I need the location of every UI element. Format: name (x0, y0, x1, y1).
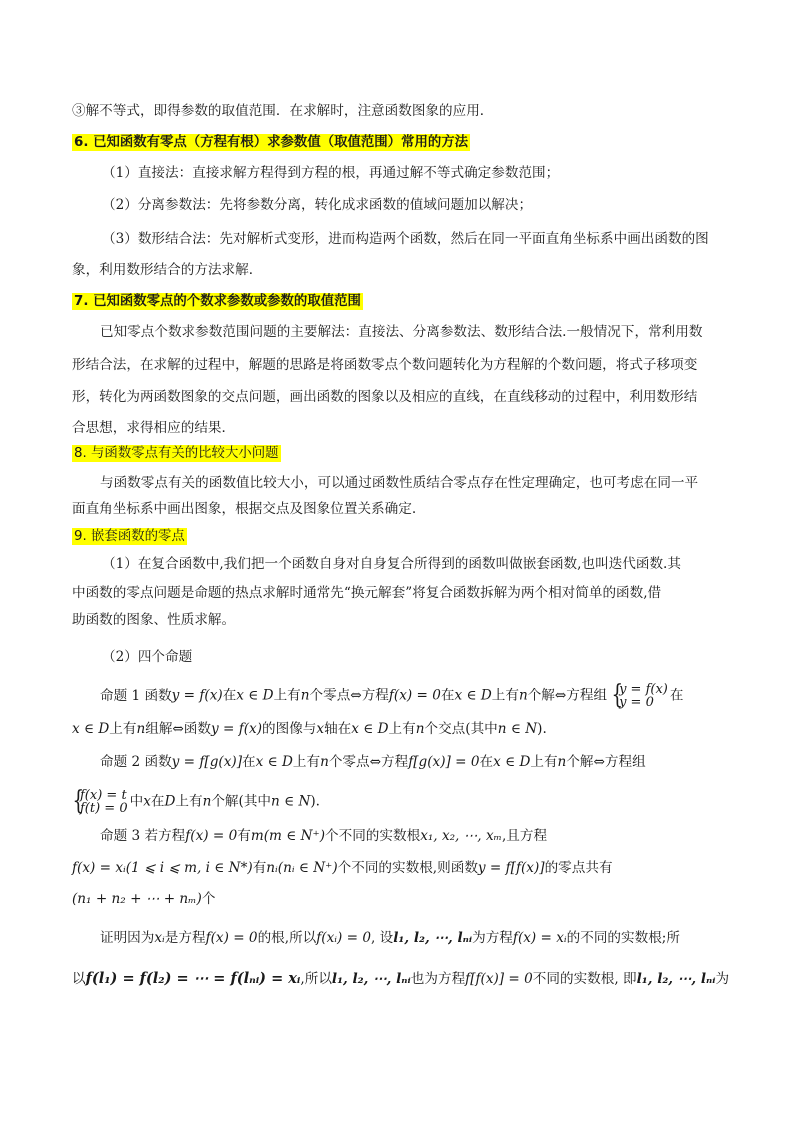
text-line: （1）在复合函数中,我们把一个函数自身对自身复合所得到的函数叫做嵌套函数,也叫迭代函数.其 (102, 556, 681, 572)
text-line: 面直角坐标系中画出图象，根据交点及图象位置关系确定. (72, 501, 417, 517)
section-heading-6: 6. 已知函数有零点（方程有根）求参数值（取值范围）常用的方法 (74, 135, 469, 150)
equation-system: { f(x) = t f(t) = 0 (70, 789, 128, 815)
section-heading-8: 8. 与函数零点有关的比较大小问题 (74, 446, 279, 461)
proposition-2-line-2: { f(x) = t f(t) = 0 中x在D上有n个解(其中n ∈ N). (72, 789, 722, 815)
section-heading-9: 9. 嵌套函数的零点 (74, 529, 185, 544)
proof-line-2: 以f(l₁) = f(l₂) = ⋯ = f(lₙᵢ) = xᵢ,所以l₁, l₂, ⋯, lₙᵢ也为方程f[f(x)] = 0不同的实数根, 即l₁, l₂, ⋯, lₙᵢ为 (72, 970, 730, 987)
text-line: 中函数的零点问题是命题的热点求解时通常先“换元解套”将复合函数拆解为两个相对简单的函数,借 (72, 585, 662, 601)
text-line: （3）数形结合法：先对解析式变形，进而构造两个函数，然后在同一平面直角坐标系中画出函数的图 (102, 231, 709, 247)
text-line: 象，利用数形结合的方法求解． (72, 262, 263, 278)
equation-system: { y = f(x) y = 0 (609, 683, 668, 709)
proposition-3-line-2: f(x) = xᵢ(1 ⩽ i ⩽ m, i ∈ N*)有nᵢ(nᵢ ∈ N⁺)个不同的实数根,则函数y = f[f(x)]的零点共有 (72, 860, 613, 876)
text-line: 形结合法，在求解的过程中，解题的思路是将函数零点个数问题转化为方程解的个数问题，将式子移项变 (72, 357, 698, 373)
text-line: 与函数零点有关的函数值比较大小，可以通过函数性质结合零点存在性定理确定，也可考虑在同一平 (100, 475, 699, 491)
proposition-1-line-1: 命题 1 函数y = f(x)在x ∈ D上有n个零点⇔方程f(x) = 0在x ∈ D上有n个解⇔方程组 { y = f(x) y = 0 在 (72, 683, 722, 709)
text-line: （1）直接法：直接求解方程得到方程的根，再通过解不等式确定参数范围； (102, 165, 560, 181)
proposition-3-line-1: 命题 3 若方程f(x) = 0有m(m ∈ N⁺)个不同的实数根x₁, x₂, ⋯, xₘ,且方程 (100, 828, 548, 844)
section-heading-7: 7. 已知函数零点的个数求参数或参数的取值范围 (74, 294, 361, 309)
proposition-3-line-3: (n₁ + n₂ + ⋯ + nₘ)个 (72, 891, 216, 907)
text-line: ③解不等式，即得参数的取值范围．在求解时，注意函数图象的应用． (72, 103, 494, 119)
text-line: （2）分离参数法：先将参数分离，转化成求函数的值域问题加以解决； (102, 197, 533, 213)
text-line: 已知零点个数求参数范围问题的主要解法：直接法、分离参数法、数形结合法.一般情况下，常利用数 (100, 324, 703, 340)
text-line: 形，转化为两函数图象的交点问题，画出函数的图象以及相应的直线，在直线移动的过程中，利用数形结 (72, 389, 698, 405)
text-line: （2）四个命题 (102, 649, 193, 665)
text-line: 助函数的图象、性质求解。 (72, 612, 236, 628)
text-line: 合思想，求得相应的结果． (72, 420, 236, 436)
proof-line-1: 证明因为xᵢ是方程f(x) = 0的根,所以f(xᵢ) = 0, 设l₁, l₂, ⋯, lₙᵢ为方程f(x) = xᵢ的不同的实数根;所 (100, 930, 680, 946)
proposition-1-line-2: x ∈ D上有n组解⇔函数y = f(x)的图像与x轴在x ∈ D上有n个交点(其中n ∈ N). (72, 721, 547, 737)
proposition-2-line-1: 命题 2 函数y = f[g(x)]在x ∈ D上有n个零点⇔方程f[g(x)] = 0在x ∈ D上有n个解⇔方程组 (100, 754, 646, 770)
